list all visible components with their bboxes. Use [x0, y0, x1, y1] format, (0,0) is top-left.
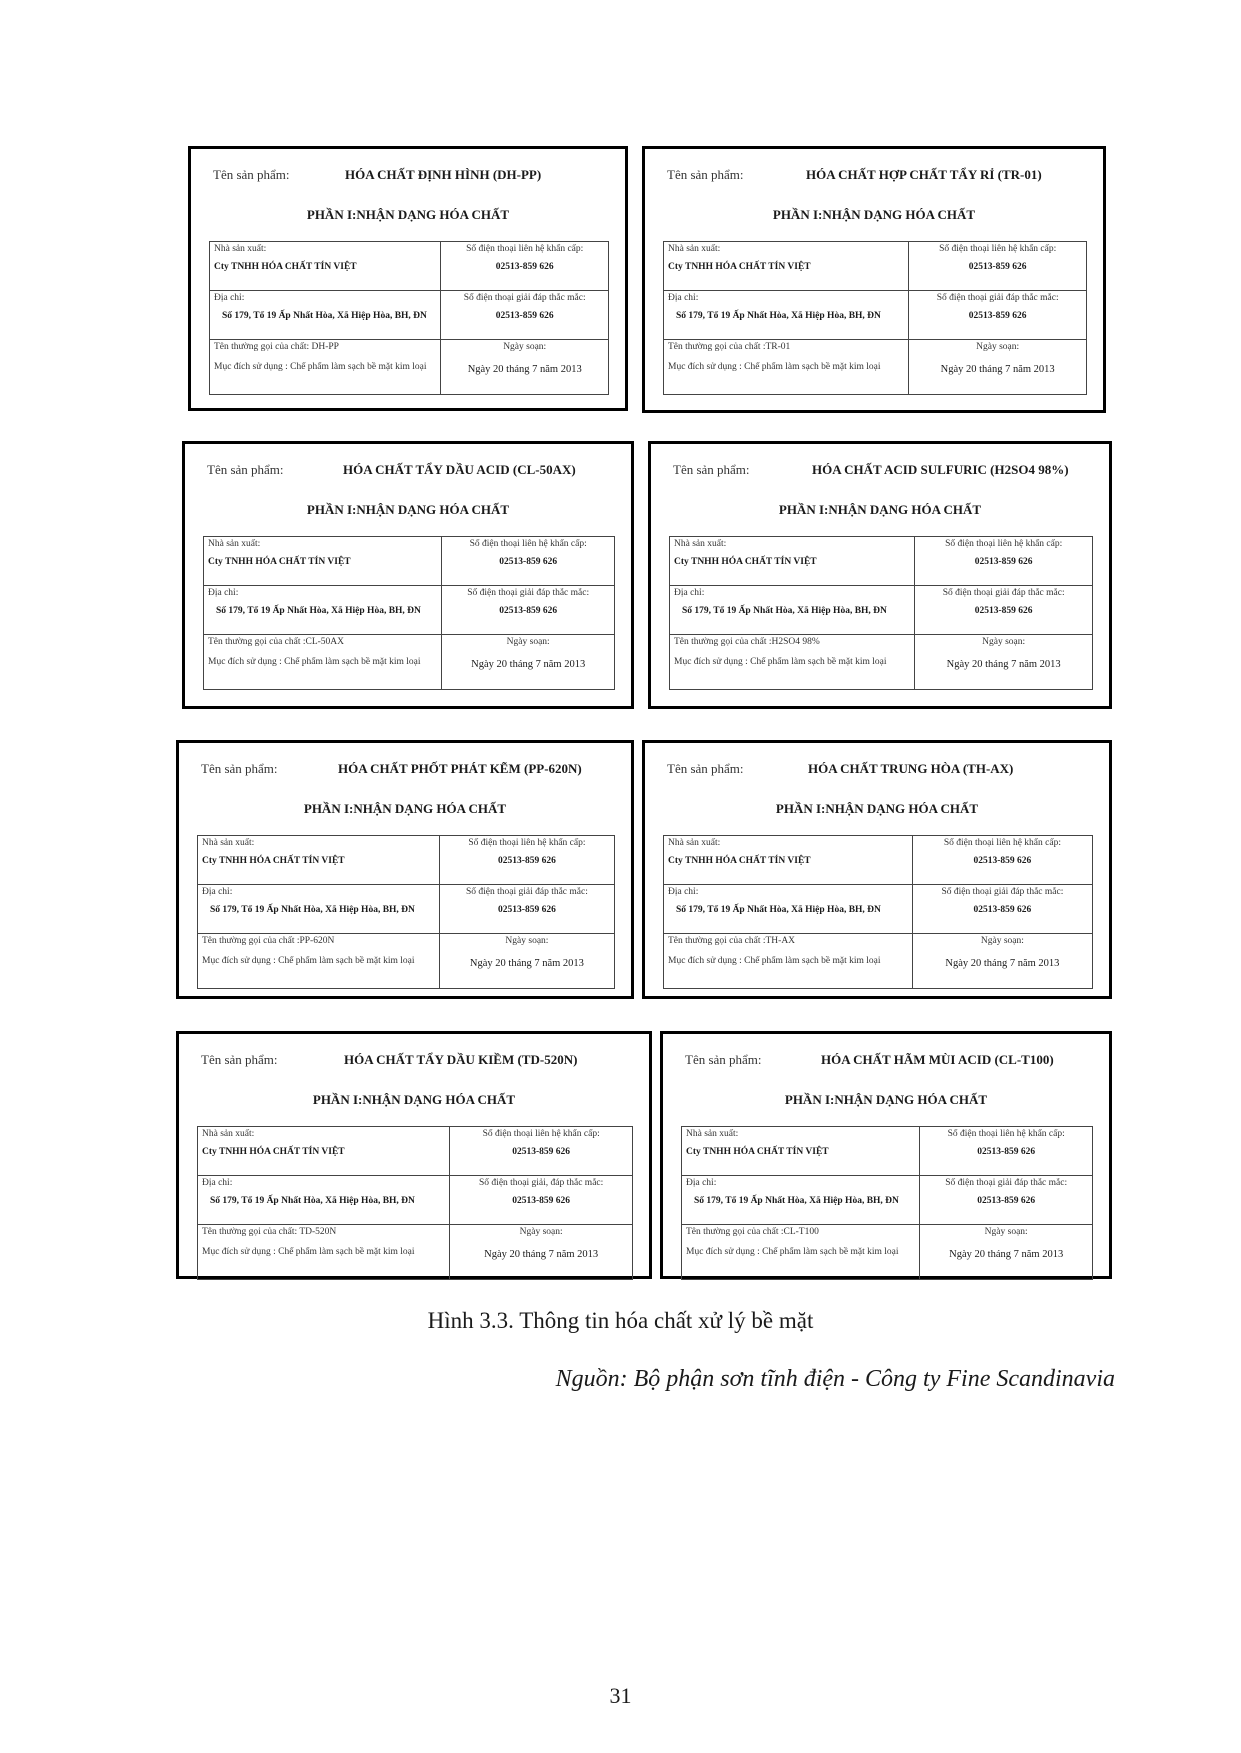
product-key: Tên sản phẩm:: [207, 462, 284, 477]
inquiry-phone-label: Số điện thoại giải đáp thắc mắc:: [942, 588, 1065, 598]
product-header: [213, 167, 623, 183]
section-title: PHẦN I:NHẬN DẠNG HÓA CHẤT: [303, 801, 507, 816]
product-header: [667, 761, 1107, 777]
address-cell: [204, 586, 442, 635]
manufacturer-value: Cty TNHH HÓA CHẤT TÍN VIỆT: [208, 557, 351, 567]
manufacturer-value: Cty TNHH HÓA CHẤT TÍN VIỆT: [668, 856, 811, 866]
usage-purpose: Mục đích sử dụng : Chế phẩm làm sạch bề mặt kim loại: [208, 657, 421, 667]
common-name: Tên thường gọi của chất :H2SO4 98%: [674, 637, 820, 647]
product-header: [207, 462, 629, 478]
manufacturer-value: Cty TNHH HÓA CHẤT TÍN VIỆT: [214, 262, 357, 272]
label-info-table: [663, 835, 1093, 989]
address-value: Số 179, Tổ 19 Ấp Nhất Hòa, Xã Hiệp Hòa, BH, ĐN: [216, 606, 421, 616]
date-value: Ngày 20 tháng 7 năm 2013: [946, 659, 1061, 670]
date-cell: [915, 635, 1093, 690]
common-name: Tên thường gọi của chất :TR-01: [668, 342, 791, 352]
date-cell: [912, 934, 1092, 989]
emergency-phone-value: 02513-859 626: [495, 262, 554, 272]
emergency-phone-value: 02513-859 626: [498, 856, 556, 866]
chemical-label-card: [182, 441, 634, 709]
address-label: Địa chỉ:: [202, 887, 233, 897]
product-header: [667, 167, 1101, 183]
label-info-table: [197, 1126, 633, 1280]
section-title: PHẦN I:NHẬN DẠNG HÓA CHẤT: [772, 207, 976, 222]
address-value: Số 179, Tổ 19 Ấp Nhất Hòa, Xã Hiệp Hòa, BH, ĐN: [694, 1196, 899, 1206]
address-label: Địa chỉ:: [668, 887, 699, 897]
usage-cell: [682, 1225, 920, 1280]
inquiry-phone-cell: [441, 291, 609, 340]
inquiry-phone-label: Số điện thoại giải đáp thắc mắc:: [941, 887, 1064, 897]
figure-caption: Hình 3.3. Thông tin hóa chất xử lý bề mặt: [427, 1308, 814, 1333]
usage-purpose: Mục đích sử dụng : Chế phẩm làm sạch bề mặt kim loại: [674, 657, 887, 667]
product-name: HÓA CHẤT TẨY DẦU ACID (CL-50AX): [343, 462, 576, 477]
usage-cell: [210, 340, 441, 395]
manufacturer-cell: [664, 836, 913, 885]
product-header: [685, 1052, 1107, 1068]
inquiry-phone-label: Số điện thoại giải đáp thắc mắc:: [463, 293, 586, 303]
date-value: Ngày 20 tháng 7 năm 2013: [940, 364, 1055, 375]
manufacturer-label: Nhà sản xuất:: [202, 838, 255, 848]
inquiry-phone-cell: [920, 1176, 1093, 1225]
product-key: Tên sản phẩm:: [673, 462, 750, 477]
product-name: HÓA CHẤT TẨY DẦU KIỀM (TD-520N): [344, 1052, 578, 1067]
address-label: Địa chỉ:: [674, 588, 705, 598]
inquiry-phone-value: 02513-859 626: [974, 606, 1033, 616]
inquiry-phone-value: 02513-859 626: [499, 606, 558, 616]
inquiry-phone-cell: [915, 586, 1093, 635]
emergency-phone-label: Số điện thoại liên hệ khẩn cấp:: [482, 1129, 600, 1139]
label-info-table: [681, 1126, 1093, 1280]
inquiry-phone-value: 02513-859 626: [973, 905, 1032, 915]
address-cell: [198, 885, 440, 934]
address-cell: [682, 1176, 920, 1225]
inquiry-phone-cell: [439, 885, 614, 934]
inquiry-phone-value: 02513-859 626: [498, 905, 556, 915]
inquiry-phone-label: Số điện thoại giải đáp thắc mắc:: [945, 1178, 1068, 1188]
date-cell: [909, 340, 1087, 395]
date-value: Ngày 20 tháng 7 năm 2013: [945, 958, 1060, 969]
product-key: Tên sản phẩm:: [667, 761, 744, 776]
common-name: Tên thường gọi của chất :CL-T100: [686, 1227, 819, 1237]
date-cell: [442, 635, 615, 690]
label-info-table: [663, 241, 1087, 395]
date-label: Ngày soạn:: [519, 1227, 563, 1237]
manufacturer-cell: [664, 242, 909, 291]
inquiry-phone-cell: [912, 885, 1092, 934]
section-title: PHẦN I:NHẬN DẠNG HÓA CHẤT: [778, 502, 982, 517]
date-value: Ngày 20 tháng 7 năm 2013: [469, 958, 584, 969]
date-label: Ngày soạn:: [984, 1227, 1028, 1237]
address-value: Số 179, Tổ 19 Ấp Nhất Hòa, Xã Hiệp Hòa, BH, ĐN: [210, 905, 415, 915]
manufacturer-cell: [204, 537, 442, 586]
manufacturer-value: Cty TNHH HÓA CHẤT TÍN VIỆT: [674, 557, 817, 567]
date-cell: [439, 934, 614, 989]
product-key: Tên sản phẩm:: [201, 761, 278, 776]
section-title: PHẦN I:NHẬN DẠNG HÓA CHẤT: [306, 207, 510, 222]
manufacturer-label: Nhà sản xuất:: [214, 244, 267, 254]
date-cell: [441, 340, 609, 395]
usage-purpose: Mục đích sử dụng : Chế phẩm làm sạch bề mặt kim loại: [668, 362, 881, 372]
product-name: HÓA CHẤT ACID SULFURIC (H2SO4 98%): [812, 462, 1069, 477]
manufacturer-label: Nhà sản xuất:: [668, 244, 721, 254]
manufacturer-value: Cty TNHH HÓA CHẤT TÍN VIỆT: [202, 856, 345, 866]
common-name: Tên thường gọi của chất :PP-620N: [202, 936, 335, 946]
date-label: Ngày soạn:: [982, 637, 1026, 647]
address-value: Số 179, Tổ 19 Ấp Nhất Hòa, Xã Hiệp Hòa, BH, ĐN: [222, 311, 427, 321]
address-value: Số 179, Tổ 19 Ấp Nhất Hòa, Xã Hiệp Hòa, BH, ĐN: [676, 905, 881, 915]
page-number: 31: [609, 1683, 632, 1708]
address-value: Số 179, Tổ 19 Ấp Nhất Hòa, Xã Hiệp Hòa, BH, ĐN: [682, 606, 887, 616]
usage-purpose: Mục đích sử dụng : Chế phẩm làm sạch bề mặt kim loại: [202, 1247, 415, 1257]
inquiry-phone-label: Số điện thoại giải, đáp thắc mắc:: [479, 1178, 604, 1188]
usage-cell: [204, 635, 442, 690]
label-info-table: [209, 241, 609, 395]
date-cell: [450, 1225, 633, 1280]
manufacturer-cell: [210, 242, 441, 291]
inquiry-phone-value: 02513-859 626: [977, 1196, 1036, 1206]
usage-cell: [670, 635, 915, 690]
product-name: HÓA CHẤT TRUNG HÒA (TH-AX): [808, 761, 1014, 776]
manufacturer-cell: [670, 537, 915, 586]
emergency-phone-label: Số điện thoại liên hệ khẩn cấp:: [947, 1129, 1065, 1139]
address-cell: [670, 586, 915, 635]
product-key: Tên sản phẩm:: [667, 167, 744, 182]
date-label: Ngày soạn:: [976, 342, 1020, 352]
label-info-table: [203, 536, 615, 690]
emergency-phone-label: Số điện thoại liên hệ khẩn cấp:: [469, 539, 587, 549]
product-header: [673, 462, 1107, 478]
manufacturer-label: Nhà sản xuất:: [208, 539, 261, 549]
emergency-phone-value: 02513-859 626: [973, 856, 1032, 866]
inquiry-phone-cell: [909, 291, 1087, 340]
chemical-label-card: [660, 1031, 1112, 1279]
emergency-phone-value: 02513-859 626: [499, 557, 558, 567]
address-label: Địa chỉ:: [214, 293, 245, 303]
inquiry-phone-value: 02513-859 626: [512, 1196, 571, 1206]
label-info-table: [669, 536, 1093, 690]
usage-cell: [664, 934, 913, 989]
date-label: Ngày soạn:: [505, 936, 549, 946]
manufacturer-label: Nhà sản xuất:: [674, 539, 727, 549]
emergency-phone-label: Số điện thoại liên hệ khẩn cấp:: [945, 539, 1063, 549]
manufacturer-value: Cty TNHH HÓA CHẤT TÍN VIỆT: [202, 1147, 345, 1157]
chemical-label-card: [642, 146, 1106, 413]
address-label: Địa chỉ:: [208, 588, 239, 598]
emergency-phone-cell: [920, 1127, 1093, 1176]
manufacturer-cell: [198, 1127, 450, 1176]
date-value: Ngày 20 tháng 7 năm 2013: [949, 1249, 1064, 1260]
emergency-phone-cell: [439, 836, 614, 885]
emergency-phone-value: 02513-859 626: [974, 557, 1033, 567]
date-value: Ngày 20 tháng 7 năm 2013: [484, 1249, 599, 1260]
inquiry-phone-label: Số điện thoại giải đáp thắc mắc:: [465, 887, 588, 897]
address-cell: [198, 1176, 450, 1225]
address-label: Địa chỉ:: [202, 1178, 233, 1188]
inquiry-phone-value: 02513-859 626: [968, 311, 1027, 321]
usage-cell: [198, 1225, 450, 1280]
usage-cell: [664, 340, 909, 395]
product-key: Tên sản phẩm:: [685, 1052, 762, 1067]
inquiry-phone-value: 02513-859 626: [495, 311, 554, 321]
common-name: Tên thường gọi của chất :TH-AX: [668, 936, 796, 946]
date-value: Ngày 20 tháng 7 năm 2013: [471, 659, 586, 670]
inquiry-phone-cell: [450, 1176, 633, 1225]
emergency-phone-label: Số điện thoại liên hệ khẩn cấp:: [466, 244, 584, 254]
date-label: Ngày soạn:: [980, 936, 1024, 946]
product-header: [201, 1052, 647, 1068]
address-cell: [210, 291, 441, 340]
label-info-table: [197, 835, 615, 989]
emergency-phone-cell: [912, 836, 1092, 885]
usage-purpose: Mục đích sử dụng : Chế phẩm làm sạch bề mặt kim loại: [214, 362, 427, 372]
section-title: PHẦN I:NHẬN DẠNG HÓA CHẤT: [306, 502, 510, 517]
emergency-phone-label: Số điện thoại liên hệ khẩn cấp:: [468, 838, 586, 848]
emergency-phone-value: 02513-859 626: [512, 1147, 571, 1157]
emergency-phone-value: 02513-859 626: [977, 1147, 1036, 1157]
date-label: Ngày soạn:: [506, 637, 550, 647]
product-key: Tên sản phẩm:: [201, 1052, 278, 1067]
address-value: Số 179, Tổ 19 Ấp Nhất Hòa, Xã Hiệp Hòa, BH, ĐN: [676, 311, 881, 321]
date-label: Ngày soạn:: [503, 342, 547, 352]
chemical-label-card: [176, 1031, 652, 1279]
manufacturer-value: Cty TNHH HÓA CHẤT TÍN VIỆT: [668, 262, 811, 272]
inquiry-phone-label: Số điện thoại giải đáp thắc mắc:: [936, 293, 1059, 303]
product-name: HÓA CHẤT HỢP CHẤT TẨY RỈ (TR-01): [806, 167, 1042, 182]
chemical-label-card: [642, 740, 1112, 999]
emergency-phone-cell: [450, 1127, 633, 1176]
product-name: HÓA CHẤT HÃM MÙI ACID (CL-T100): [821, 1052, 1054, 1067]
manufacturer-label: Nhà sản xuất:: [668, 838, 721, 848]
manufacturer-label: Nhà sản xuất:: [202, 1129, 255, 1139]
emergency-phone-label: Số điện thoại liên hệ khẩn cấp:: [939, 244, 1057, 254]
usage-purpose: Mục đích sử dụng : Chế phẩm làm sạch bề mặt kim loại: [202, 956, 415, 966]
emergency-phone-cell: [442, 537, 615, 586]
common-name: Tên thường gọi của chất: DH-PP: [214, 342, 339, 352]
common-name: Tên thường gọi của chất :CL-50AX: [208, 637, 345, 647]
chemical-label-card: [648, 441, 1112, 709]
section-title: PHẦN I:NHẬN DẠNG HÓA CHẤT: [312, 1092, 516, 1107]
address-label: Địa chỉ:: [686, 1178, 717, 1188]
emergency-phone-value: 02513-859 626: [968, 262, 1027, 272]
emergency-phone-cell: [915, 537, 1093, 586]
date-cell: [920, 1225, 1093, 1280]
manufacturer-value: Cty TNHH HÓA CHẤT TÍN VIỆT: [686, 1147, 829, 1157]
chemical-label-card: [188, 146, 628, 411]
inquiry-phone-cell: [442, 586, 615, 635]
chemical-label-card: [176, 740, 634, 999]
product-name: HÓA CHẤT PHỐT PHÁT KẼM (PP-620N): [338, 761, 582, 776]
emergency-phone-cell: [441, 242, 609, 291]
emergency-phone-cell: [909, 242, 1087, 291]
emergency-phone-label: Số điện thoại liên hệ khẩn cấp:: [943, 838, 1061, 848]
product-header: [201, 761, 629, 777]
usage-cell: [198, 934, 440, 989]
usage-purpose: Mục đích sử dụng : Chế phẩm làm sạch bề mặt kim loại: [686, 1247, 899, 1257]
section-title: PHẦN I:NHẬN DẠNG HÓA CHẤT: [784, 1092, 988, 1107]
address-cell: [664, 885, 913, 934]
manufacturer-cell: [682, 1127, 920, 1176]
section-title: PHẦN I:NHẬN DẠNG HÓA CHẤT: [775, 801, 979, 816]
figure-source: Nguồn: Bộ phận sơn tĩnh điện - Công ty Fine Scandinavia: [555, 1366, 1115, 1392]
address-value: Số 179, Tổ 19 Ấp Nhất Hòa, Xã Hiệp Hòa, BH, ĐN: [210, 1196, 415, 1206]
usage-purpose: Mục đích sử dụng : Chế phẩm làm sạch bề mặt kim loại: [668, 956, 881, 966]
product-name: HÓA CHẤT ĐỊNH HÌNH (DH-PP): [345, 167, 542, 182]
address-cell: [664, 291, 909, 340]
common-name: Tên thường gọi của chất: TD-520N: [202, 1227, 337, 1237]
date-value: Ngày 20 tháng 7 năm 2013: [467, 364, 582, 375]
manufacturer-cell: [198, 836, 440, 885]
address-label: Địa chỉ:: [668, 293, 699, 303]
product-key: Tên sản phẩm:: [213, 167, 290, 182]
inquiry-phone-label: Số điện thoại giải đáp thắc mắc:: [467, 588, 590, 598]
manufacturer-label: Nhà sản xuất:: [686, 1129, 739, 1139]
